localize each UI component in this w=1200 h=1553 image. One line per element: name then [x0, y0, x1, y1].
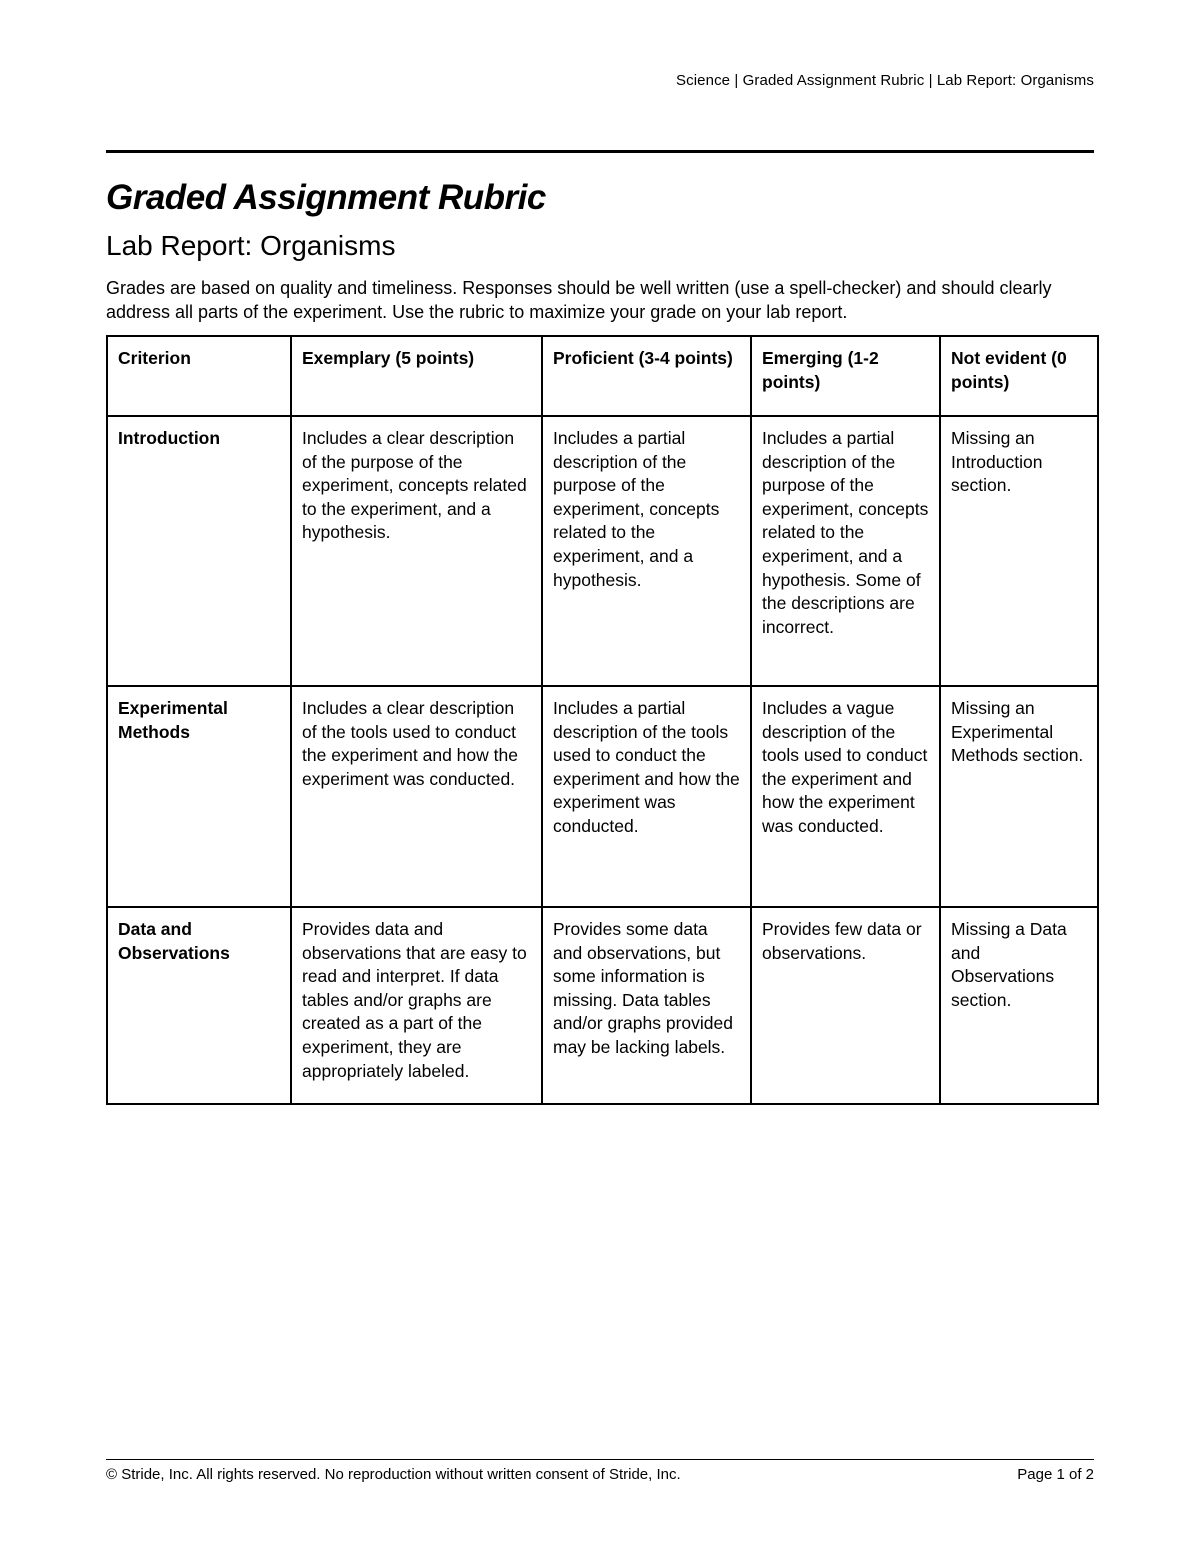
page-number: Page 1 of 2 [1017, 1466, 1094, 1483]
not-evident-cell: Missing a Data and Observations section. [940, 907, 1098, 1104]
rubric-header-row [107, 336, 1098, 416]
emerging-cell: Includes a partial description of the purpose of the experiment, concepts related to the experiment, and a hypothesis. Some of the descriptions are incorrect. [751, 416, 940, 686]
document-subtitle: Lab Report: Organisms [106, 230, 396, 261]
header-not-evident: Not evident (0 points) [940, 336, 1098, 416]
header-exemplary: Exemplary (5 points) [291, 336, 542, 416]
proficient-cell: Includes a partial description of the tools used to conduct the experiment and how the experiment was conducted. [542, 686, 751, 907]
criterion-cell: Data and Observations [107, 907, 291, 1104]
proficient-cell: Includes a partial description of the purpose of the experiment, concepts related to the experiment, and a hypothesis. [542, 416, 751, 686]
document-title: Graded Assignment Rubric [106, 178, 546, 217]
header-criterion: Criterion [107, 336, 291, 416]
header-proficient: Proficient (3-4 points) [542, 336, 751, 416]
header-divider [106, 150, 1094, 153]
rubric-table [106, 335, 1099, 1105]
running-header: Science | Graded Assignment Rubric | Lab Report: Organisms [676, 72, 1094, 89]
table-row [107, 907, 1098, 1104]
header-emerging: Emerging (1-2 points) [751, 336, 940, 416]
emerging-cell: Provides few data or observations. [751, 907, 940, 1104]
footer-divider [106, 1459, 1094, 1460]
table-row [107, 416, 1098, 686]
proficient-cell: Provides some data and observations, but some information is missing. Data tables and/or graphs provided may be lacking labels. [542, 907, 751, 1104]
emerging-cell: Includes a vague description of the tools used to conduct the experiment and how the experiment was conducted. [751, 686, 940, 907]
intro-paragraph: Grades are based on quality and timeliness. Responses should be well written (use a spell-checker) and should clearly address all parts of the experiment. Use the rubric to maximize your grade on your lab report. [106, 278, 1052, 322]
copyright-notice: © Stride, Inc. All rights reserved. No reproduction without written consent of Stride, Inc. [106, 1466, 681, 1483]
criterion-cell: Introduction [107, 416, 291, 686]
criterion-cell: Experimental Methods [107, 686, 291, 907]
not-evident-cell: Missing an Experimental Methods section. [940, 686, 1098, 907]
table-row [107, 686, 1098, 907]
exemplary-cell: Includes a clear description of the purpose of the experiment, concepts related to the experiment, and a hypothesis. [291, 416, 542, 686]
not-evident-cell: Missing an Introduction section. [940, 416, 1098, 686]
exemplary-cell: Provides data and observations that are easy to read and interpret. If data tables and/or graphs are created as a part of the experiment, they are appropriately labeled. [291, 907, 542, 1104]
exemplary-cell: Includes a clear description of the tools used to conduct the experiment and how the experiment was conducted. [291, 686, 542, 907]
